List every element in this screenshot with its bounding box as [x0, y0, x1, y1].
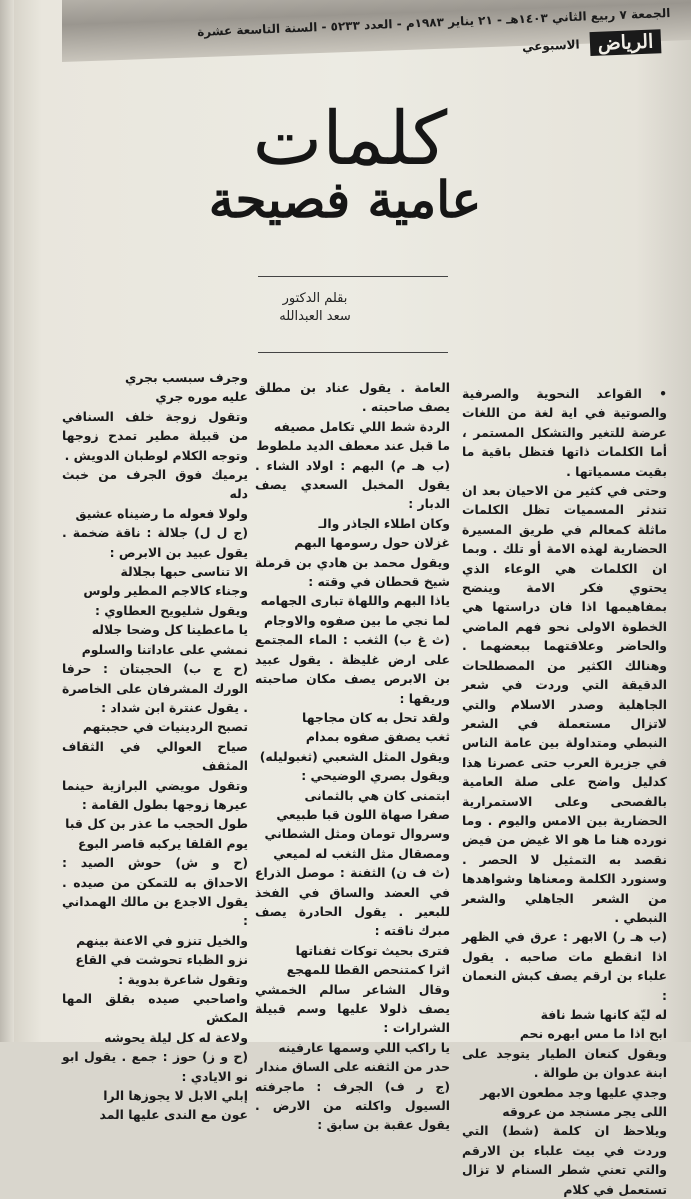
verse-line: ولولا فعوله ما رضيناه عشيق [75, 505, 248, 521]
verse-line: الردة شط اللي تكامل مصيفه [273, 418, 450, 434]
paragraph: (ب هـ ر) الابهر : عرق في الظهر اذا انقطع مات صاحبه . يقول علباء بن ارقم يصف كبش النعمان : [462, 929, 667, 1003]
paragraph: وتقول مويضي البرازية حينما عيرها زوجها بطول القامة : [62, 777, 248, 812]
verse-line: وسروال تومان ومثل الشطاني [264, 826, 450, 842]
verse-line: الا تناسى حبها بجلالة [120, 564, 248, 580]
article-column-right [462, 384, 667, 1197]
paragraph: وتقول شاعرة بدوية : [118, 971, 248, 987]
masthead [521, 29, 661, 59]
paragraph: (ح و ش) حوش الصيد : الاحداق به للتمكن من صيده . يقول الاجدع بن مالك الهمداني : [62, 855, 248, 929]
verse-line: ثغب يصفق صفوه بمدام [305, 729, 450, 745]
article-subtitle: عامية فصيحة [208, 170, 482, 229]
article-title: كلمات [252, 96, 448, 182]
paragraph: ويقول كنعان الطيار يتوجد على ابنة عدوان بن طوالة . [462, 1045, 667, 1081]
byline-author: سعد العبدالله [279, 309, 351, 324]
verse-line: صياح العوالي في الثقاف المثقف [62, 738, 248, 774]
verse-line: إبلي الابل لا يجوزها الرا [103, 1088, 248, 1104]
paragraph: العامة . يقول عناد بن مطلق يصف صاحبته . [255, 380, 450, 415]
verse-line: ابح اذا ما مس ابهره نحم [519, 1026, 667, 1042]
verse-line: وجرف سبسب بجري [125, 370, 248, 385]
verse-line: له ليّة كانها شط نافة [540, 1007, 667, 1022]
verse-line: يا ماعطينا كل وضحا جلاله [91, 622, 248, 638]
verse-line: ولقد تحل به كان مجاجها [302, 709, 450, 725]
verse-line: عون مع الندى عليها المد [99, 1107, 248, 1123]
paragraph: وحتى في كثير من الاحيان بعد ان تندثر المسميات تظل الكلمات ماثلة كمعالم في طريق المسيرة الحضارية لهذه الامة أو تلك . وبما ان الكلمات هي الوعاء الذي يحتوي فكر الامة وينضح بمفاهيمها اذا فان دراستها هي الخطوة الاولى نحو فهم الماضي والحاضر وعلاقتهما ببعضهما . وهنالك الكثير من المصطلحات الدقيقة التي وردت في شعر الجاهلية وصدر الاسلام والتي لاتزال مستعملة في الشعر النبطي ومتداولة بين عامة الناس في جزيرة العرب حتى عصرنا هذا كدليل واضح على صلة العامية بالفصحى وعلى الاستمرارية الحضارية بين الامس واليوم . وما نورده هنا ما هو الا غيض من فيض نقصد به التمثيل لا الحصر . وسنورد الكلمة ومعناها وشواهدها من الشعر الجاهلي والشعر النبطي . [462, 483, 667, 925]
article-column-left [62, 368, 248, 1123]
paragraph: (ج ر ف) الجرف : ماجرفته السيول واكلته من الارض . يقول عقبة بن سابق : [255, 1078, 450, 1133]
verse-line: ابتمنى كان هي بالثمانى [304, 787, 450, 803]
paragraph: ويقول المثل الشعبي (ثغبوليله) [259, 748, 450, 764]
verse-line: نمشي على عاداتنا والسلوم [81, 641, 248, 657]
verse-line: واصاحبي صيده بقلق المها المكش [62, 991, 248, 1026]
verse-line: عليه موره جري [155, 389, 248, 405]
issue-dateline: الجمعة ٧ ربيع الثاني ١٤٠٣هـ - ٢١ يناير ١٩٨٣م - العدد ٥٢٣٣ - السنة التاسعة عشرة [196, 6, 671, 39]
paragraph: (ب هـ م) البهم : اولاد الشاء . يقول المخبل السعدي يصف الدبار : [255, 457, 450, 512]
verse-line: ياذا البهم واللهاة تبارى الجهامه [260, 593, 450, 609]
byline-prefix: بقلم الدكتور [282, 291, 348, 306]
verse-line: وجناء كالاجم المطير ولوس [83, 583, 248, 599]
verse-line: غزلان حول رسومها البهم [294, 535, 450, 551]
verse-line: اثرا كمتنحص القطا للمهجع [286, 962, 450, 978]
verse-line: ومصقال مثل الثغب له لميعي [273, 845, 450, 861]
verse-line: وجدي عليها وجد مطعون الابهر [480, 1084, 667, 1100]
verse-line: طول الحجب ما عذر بن كل قبا [65, 816, 248, 832]
verse-line: والخيل تنزو في الاعنة بينهم [76, 932, 248, 948]
masthead-weekly-label: الاسبوعي [521, 37, 580, 54]
byline [240, 290, 390, 326]
paragraph: وقال الشاعر سالم الخمشي يصف ذلولا عليها وسم قبيلة الشرارات : [255, 981, 450, 1036]
paragraph: (ث ف ن) الثفنة : موصل الذراع في العضد والساق في الفخذ للبعير . يقول الحادرة يصف مبرك ناقته : [255, 865, 450, 939]
verse-line: وكان اطلاء الجاذر والـ [318, 515, 450, 531]
paragraph: ويلاحظ ان كلمة (شط) التي وردت في بيت علباء بن الارقم والتي تعني شطر السنام لا تزال تستعمل في كلام [462, 1123, 667, 1197]
paragraph: ويقول محمد بن هادي بن قرملة شيخ قحطان في وقته : [255, 554, 450, 590]
paragraph: (ج ل ل) جلالة : ناقة ضخمة . يقول عبيد بن الابرص : [62, 525, 248, 560]
paragraph: (ح ج ب) الحجبتان : حرفا الورك المشرفان على الخاصرة . يقول عنترة ابن شداد : [62, 661, 248, 715]
paragraph: ويقول بصري الوضيحي : [301, 768, 450, 784]
verse-line: فترى بحيث توكات ثفناتها [295, 942, 450, 958]
verse-line: صفرا صهاة اللون قبا طبيعي [276, 806, 450, 822]
byline-rule-top [258, 276, 448, 277]
verse-line: ولاعة له كل ليلة يحوشه [104, 1029, 248, 1045]
verse-line: يرميك فوق الجرف من خبث دله [62, 467, 248, 502]
verse-line: لما نجي ما بين صفوه والاوجام [264, 612, 450, 628]
verse-line: يوم القلقا يركبه قاصر البوع [78, 835, 248, 851]
verse-line: ما قبل عند معطف الديد ملطوط [256, 438, 450, 454]
verse-line: يا راكب اللي وسمها عارفينه [278, 1039, 450, 1055]
paragraph: (ح و ز) حوز : جمع . يقول ابو نو الايادي : [62, 1049, 248, 1084]
masthead-logo: الرياض [589, 29, 662, 56]
paragraph: • القواعد النحوية والصرفية والصوتية في اية لغة من اللغات عرضة للتغير والتشكل المستمر ، أما الكلمات ذاتها فتظل باقية ما بقيت مسمياتها . [462, 386, 667, 479]
page-binding-edge [0, 0, 14, 1042]
verse-line: حدر من الثفنه على الساق مندار [256, 1059, 450, 1075]
verse-line: تصبح الردينيات في حجبتهم [82, 719, 248, 735]
paragraph: وتقول زوجة خلف السنافي من قبيلة مطير تمدح زوجها وتوجه الكلام لوطبان الدويش . [62, 408, 248, 463]
verse-line: نزو الظباء تحوشت في القاع [75, 952, 248, 968]
article-column-middle [255, 378, 450, 1133]
verse-line: اللى يجر مسنجد من عروقه [502, 1104, 667, 1120]
paragraph: ويقول شليويح العطاوي : [94, 602, 248, 618]
paragraph: (ث غ ب) الثغب : الماء المجتمع على ارض غليظة . يقول عبيد بن الابرص يصف مكان صاحبته وريقها : [255, 632, 450, 706]
byline-rule-bottom [258, 352, 448, 353]
